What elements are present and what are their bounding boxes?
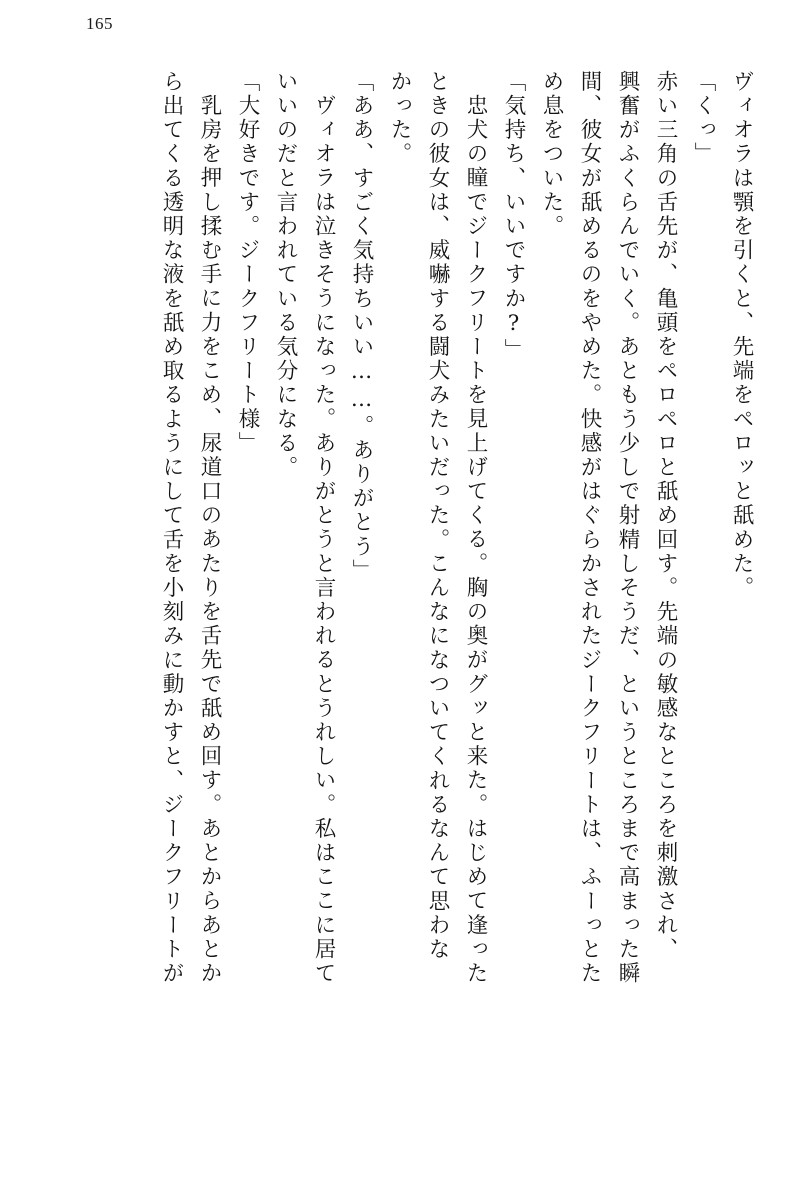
text-line: 忠犬の瞳でジークフリートを見上げてくる。胸の奥がグッと来た。はじめて逢った: [463, 94, 488, 986]
text-line: 「ああ、すごく気持ちいい……。ありがとう」: [349, 70, 374, 584]
text-line: ヴィオラは泣きそうになった。ありがとうと言われるとうれしい。私はここに居て: [311, 94, 336, 986]
page-number: 165: [86, 14, 113, 33]
text-line: 「大好きです。ジークフリート様」: [235, 70, 260, 456]
text-line: いいのだと言われている気分になる。: [273, 70, 298, 480]
text-line: ら出てくる透明な液を舐め取るようにして舌を小刻みに動かすと、ジークフリートが: [159, 70, 184, 986]
text-line: かった。: [387, 70, 412, 167]
text-line: 赤い三角の舌先が、亀頭をペロペロと舐め回す。先端の敏感なところを刺激され、: [653, 70, 678, 962]
text-line: 「くっ」: [691, 70, 716, 167]
text-line: ヴィオラは顎を引くと、先端をペロッと舐めた。: [729, 70, 754, 601]
body-text: [40, 70, 752, 1160]
text-line: ときの彼女は、威嚇する闘犬みたいだった。こんなになついてくれるなんて思わな: [425, 70, 450, 962]
text-line: 「気持ち、いいですか?」: [501, 70, 526, 363]
text-line: 乳房を押し揉む手に力をこめ、尿道口のあたりを舌先で舐め回す。あとからあとか: [197, 94, 222, 986]
text-line: め息をついた。: [539, 70, 564, 239]
text-line: 間、彼女が舐めるのをやめた。快感がはぐらかされたジークフリートは、ふーっとた: [577, 70, 602, 986]
text-line: 興奮がふくらんでいく。あともう少しで射精しそうだ、というところまで高まった瞬: [615, 70, 640, 986]
